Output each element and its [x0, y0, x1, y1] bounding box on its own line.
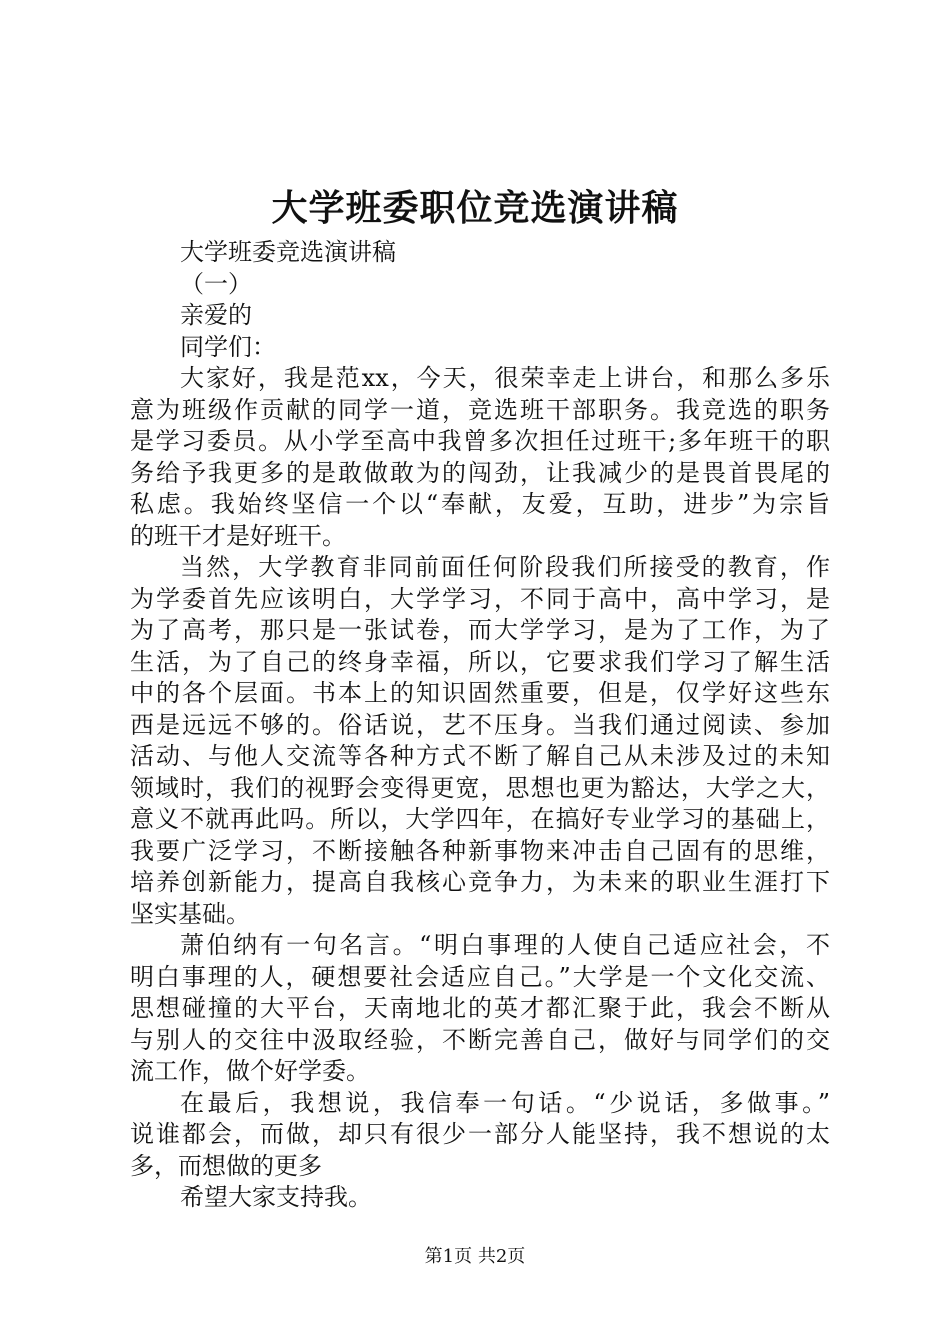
page-footer: 第1页 共2页: [424, 1246, 526, 1267]
text-line: （一）: [180, 269, 252, 298]
text-line: 意为班级作贡献的同学一道，竞选班干部职务。我竞选的职务: [130, 395, 830, 424]
text-line: 的班干才是好班干。: [130, 521, 346, 550]
text-line: 流工作，做个好学委。: [130, 1057, 370, 1085]
text-line: 明白事理的人，硬想要社会适应自己。”大学是一个文化交流、: [130, 962, 830, 991]
text-line: 西是远远不够的。俗话说，艺不压身。当我们通过阅读、参加: [130, 710, 830, 739]
text-line: 与别人的交往中汲取经验，不断完善自己，做好与同学们的交: [130, 1025, 830, 1054]
text-line: 说谁都会，而做，却只有很少一部分人能坚持，我不想说的太: [130, 1120, 830, 1148]
text-line: 我要广泛学习，不断接触各种新事物来冲击自己固有的思维，: [130, 836, 830, 865]
text-line: 多，而想做的更多: [130, 1151, 322, 1180]
text-line: 大家好，我是范xx，今天，很荣幸走上讲台，和那么多乐: [180, 364, 830, 392]
text-line: 当然，大学教育非同前面任何阶段我们所接受的教育，作: [180, 553, 830, 581]
text-line: 领域时，我们的视野会变得更宽，思想也更为豁达，大学之大，: [130, 773, 830, 802]
text-line: 在最后，我想说，我信奉一句话。“少说话，多做事。”: [180, 1088, 830, 1117]
text-line: 为了高考，那只是一张试卷，而大学学习，是为了工作，为了: [130, 616, 830, 644]
text-line: 坚实基础。: [130, 899, 250, 928]
text-line: 培养创新能力，提高自我核心竞争力，为未来的职业生涯打下: [130, 868, 830, 896]
text-line: 是学习委员。从小学至高中我曾多次担任过班干;多年班干的职: [130, 427, 830, 455]
text-line: 务给予我更多的是敢做敢为的闯劲，让我减少的是畏首畏尾的: [130, 458, 830, 487]
text-line: 生活，为了自己的终身幸福，所以，它要求我们学习了解生活: [130, 647, 830, 676]
text-line: 私虑。我始终坚信一个以“奉献，友爱，互助，进步”为宗旨: [130, 490, 830, 518]
text-line: 萧伯纳有一句名言。“明白事理的人使自己适应社会，不: [180, 931, 830, 959]
text-line: 同学们：: [180, 332, 276, 361]
text-line: 大学班委竞选演讲稿: [180, 238, 396, 266]
document-title: 大学班委职位竞选演讲稿: [271, 187, 679, 229]
text-line: 活动、与他人交流等各种方式不断了解自己从未涉及过的未知: [130, 742, 830, 770]
text-line: 思想碰撞的大平台，天南地北的英才都汇聚于此，我会不断从: [130, 994, 830, 1022]
text-line: 为学委首先应该明白，大学学习，不同于高中，高中学习，是: [130, 584, 830, 613]
text-line: 亲爱的: [180, 301, 252, 329]
document-body: [130, 237, 830, 1214]
text-line: 希望大家支持我。: [180, 1183, 372, 1211]
text-line: 中的各个层面。书本上的知识固然重要，但是，仅学好这些东: [130, 679, 830, 707]
text-line: 意义不就再此吗。所以，大学四年，在搞好专业学习的基础上，: [130, 805, 830, 833]
